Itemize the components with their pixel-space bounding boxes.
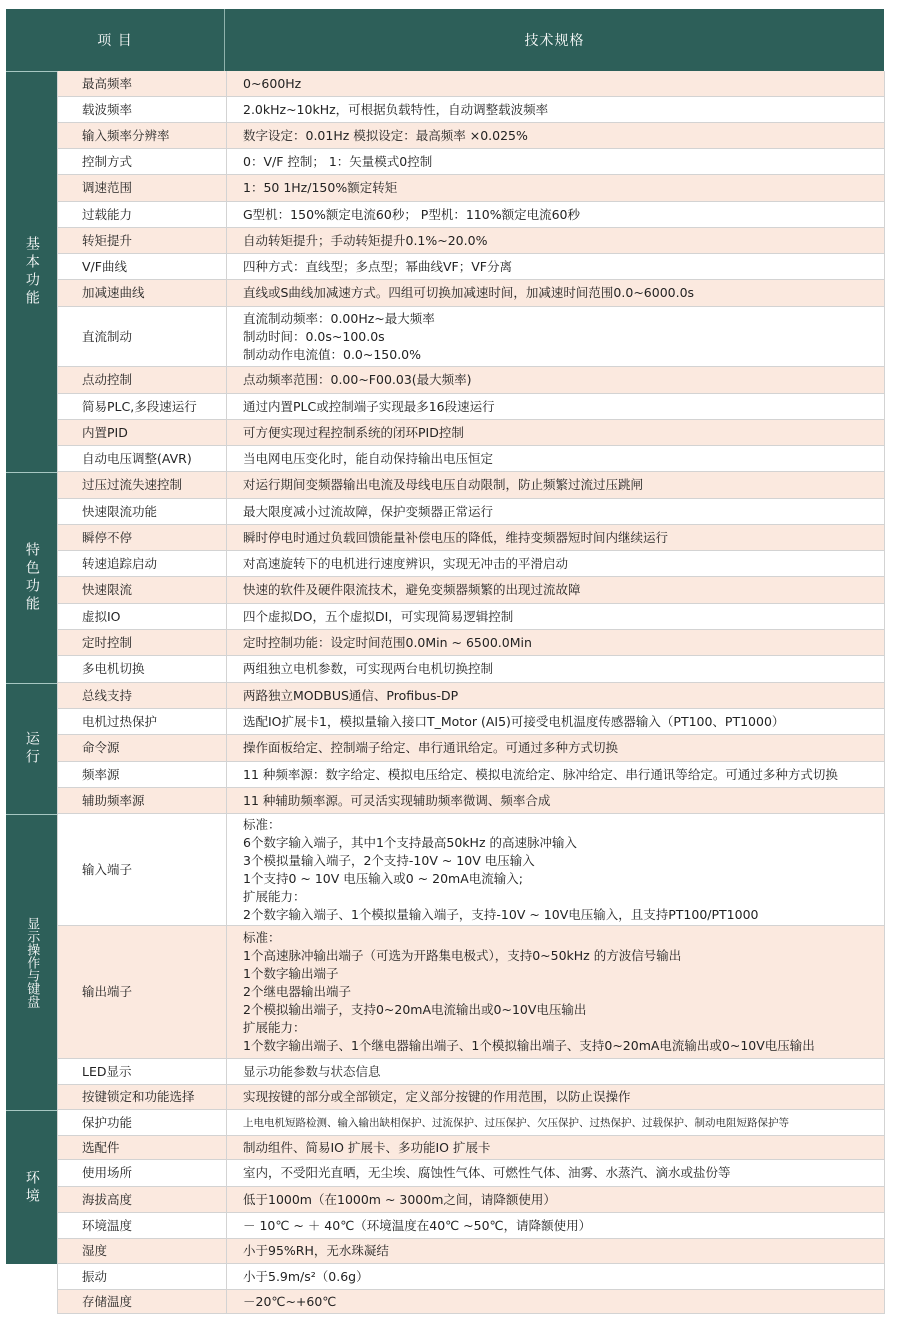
row-item-label: 湿度	[57, 1239, 226, 1264]
row-item-label: 调速范围	[57, 175, 226, 202]
row-item-label: 使用场所	[57, 1160, 226, 1187]
row-spec-value: 两路独立MODBUS通信、Profibus-DP	[226, 683, 885, 709]
row-item-label: 保护功能	[57, 1110, 226, 1136]
row-item-label: 载波频率	[57, 97, 226, 123]
row-spec-value: 小于95%RH，无水珠凝结	[226, 1239, 885, 1264]
header-spec	[225, 9, 884, 71]
row-item-label: 过压过流失速控制	[57, 472, 226, 499]
row-item-label: V/F曲线	[57, 254, 226, 280]
row-spec-value: － 10℃ ~ ＋ 40℃（环境温度在40℃ ~50℃，请降额使用）	[226, 1213, 885, 1239]
row-spec-value: 四个虚拟DO，五个虚拟DI，可实现简易逻辑控制	[226, 604, 885, 630]
row-spec-value: 点动频率范围：0.00~F00.03(最大频率)	[226, 367, 885, 394]
row-item-label: 过载能力	[57, 202, 226, 228]
row-item-label: 辅助频率源	[57, 788, 226, 814]
row-spec-value: 0：V/F 控制； 1：矢量模式0控制	[226, 149, 885, 175]
row-spec-value: 2.0kHz~10kHz，可根据负载特性，自动调整载波频率	[226, 97, 885, 123]
row-spec-value: 直线或S曲线加减速方式。四组可切换加减速时间，加减速时间范围0.0~6000.0s	[226, 280, 885, 307]
row-item-label: 内置PID	[57, 420, 226, 446]
row-spec-value: 操作面板给定、控制端子给定、串行通讯给定。可通过多种方式切换	[226, 735, 885, 762]
row-spec-value: 快速的软件及硬件限流技术，避免变频器频繁的出现过流故障	[226, 577, 885, 604]
row-item-label: 控制方式	[57, 149, 226, 175]
row-item-label: 点动控制	[57, 367, 226, 394]
category-label: 环境	[23, 1169, 40, 1206]
row-spec-value: 定时控制功能：设定时间范围0.0Min ~ 6500.0Min	[226, 630, 885, 656]
row-item-label: 存储温度	[57, 1290, 226, 1314]
header-item	[6, 9, 225, 71]
row-spec-value: 低于1000m（在1000m ~ 3000m之间，请降额使用）	[226, 1187, 885, 1213]
row-spec-value: 实现按键的部分或全部锁定，定义部分按键的作用范围，以防止误操作	[226, 1085, 885, 1110]
row-item-label: 振动	[57, 1264, 226, 1290]
row-item-label: 快速限流功能	[57, 499, 226, 525]
row-item-label: 瞬停不停	[57, 525, 226, 551]
row-item-label: 最高频率	[57, 71, 226, 97]
category-cell	[6, 472, 57, 683]
row-item-label: 加减速曲线	[57, 280, 226, 307]
row-spec-value: 显示功能参数与状态信息	[226, 1059, 885, 1085]
row-spec-value: 最大限度减小过流故障，保护变频器正常运行	[226, 499, 885, 525]
row-spec-value: 直流制动频率：0.00Hz~最大频率 制动时间：0.0s~100.0s 制动动作电流值：0.0~150.0%	[226, 307, 885, 367]
row-spec-value: 选配IO扩展卡1，模拟量输入接口T_Motor (AI5)可接受电机温度传感器输入（PT100、PT1000）	[226, 709, 885, 735]
row-spec-value: 对运行期间变频器输出电流及母线电压自动限制，防止频繁过流过压跳闸	[226, 472, 885, 499]
row-spec-value: 数字设定：0.01Hz 模拟设定：最高频率 ×0.025%	[226, 123, 885, 149]
header-spec-label: 技术规格	[524, 33, 585, 49]
category-label: 运行	[23, 731, 40, 767]
row-spec-value: 瞬时停电时通过负载回馈能量补偿电压的降低，维持变频器短时间内继续运行	[226, 525, 885, 551]
row-spec-value: 1：50 1Hz/150%额定转矩	[226, 175, 885, 202]
category-cell	[6, 71, 57, 472]
row-item-label: 简易PLC,多段速运行	[57, 394, 226, 420]
row-item-label: 直流制动	[57, 307, 226, 367]
row-item-label: LED显示	[57, 1059, 226, 1085]
category-cell	[6, 1110, 57, 1264]
row-item-label: 自动电压调整(AVR)	[57, 446, 226, 472]
row-spec-value: 上电电机短路检测、输入输出缺相保护、过流保护、过压保护、欠压保护、过热保护、过载保护、制动电阻短路保护等	[226, 1110, 885, 1136]
row-item-label: 快速限流	[57, 577, 226, 604]
row-spec-value: 两组独立电机参数，可实现两台电机切换控制	[226, 656, 885, 683]
category-label: 基本功能	[23, 236, 40, 308]
row-spec-value: 11 种辅助频率源。可灵活实现辅助频率微调、频率合成	[226, 788, 885, 814]
row-item-label: 输入端子	[57, 814, 226, 926]
row-item-label: 按键锁定和功能选择	[57, 1085, 226, 1110]
row-spec-value: 通过内置PLC或控制端子实现最多16段速运行	[226, 394, 885, 420]
row-spec-value: －20℃~+60℃	[226, 1290, 885, 1314]
row-item-label: 环境温度	[57, 1213, 226, 1239]
row-item-label: 电机过热保护	[57, 709, 226, 735]
row-spec-value: G型机：150%额定电流60秒； P型机：110%额定电流60秒	[226, 202, 885, 228]
row-item-label: 输出端子	[57, 926, 226, 1059]
row-spec-value: 标准： 6个数字输入端子，其中1个支持最高50kHz 的高速脉冲输入 3个模拟量输入端子，2个支持-10V ~ 10V 电压输入 1个支持0 ~ 10V 电压输入或0 ~ 20mA电流输入; 扩展能力： 2个数字输入端子、1个模拟量输入端子，支持-10V ~ 10V电压输入，且支持PT100/PT1000	[226, 814, 885, 926]
row-spec-value: 室内，不受阳光直晒，无尘埃、腐蚀性气体、可燃性气体、油雾、水蒸汽、滴水或盐份等	[226, 1160, 885, 1187]
row-spec-value: 对高速旋转下的电机进行速度辨识，实现无冲击的平滑启动	[226, 551, 885, 577]
row-spec-value: 小于5.9m/s²（0.6g）	[226, 1264, 885, 1290]
row-spec-value: 标准： 1个高速脉冲输出端子（可选为开路集电极式），支持0~50kHz 的方波信号输出 1个数字输出端子 2个继电器输出端子 2个模拟输出端子，支持0~20mA电流输出或0~10V电压输出 扩展能力： 1个数字输出端子、1个继电器输出端子、1个模拟输出端子、支持0~20mA电流输出或0~10V电压输出	[226, 926, 885, 1059]
category-label: 特色功能	[23, 542, 40, 614]
row-item-label: 海拔高度	[57, 1187, 226, 1213]
row-spec-value: 可方便实现过程控制系统的闭环PID控制	[226, 420, 885, 446]
row-spec-value: 制动组件、简易IO 扩展卡、多功能IO 扩展卡	[226, 1136, 885, 1160]
row-item-label: 多电机切换	[57, 656, 226, 683]
row-item-label: 命令源	[57, 735, 226, 762]
row-spec-value: 0~600Hz	[226, 71, 885, 97]
row-spec-value: 11 种频率源：数字给定、模拟电压给定、模拟电流给定、脉冲给定、串行通讯等给定。可通过多种方式切换	[226, 762, 885, 788]
row-item-label: 频率源	[57, 762, 226, 788]
row-item-label: 转矩提升	[57, 228, 226, 254]
header-item-label: 项 目	[97, 33, 133, 49]
row-item-label: 输入频率分辨率	[57, 123, 226, 149]
row-spec-value: 自动转矩提升；手动转矩提升0.1%~20.0%	[226, 228, 885, 254]
row-item-label: 虚拟IO	[57, 604, 226, 630]
row-item-label: 定时控制	[57, 630, 226, 656]
row-item-label: 转速追踪启动	[57, 551, 226, 577]
category-cell	[6, 683, 57, 814]
row-item-label: 总线支持	[57, 683, 226, 709]
row-spec-value: 四种方式：直线型；多点型；幂曲线VF；VF分离	[226, 254, 885, 280]
row-spec-value: 当电网电压变化时，能自动保持输出电压恒定	[226, 446, 885, 472]
category-cell	[6, 814, 57, 1110]
category-label: 显示操作与键盘	[24, 917, 40, 1008]
row-item-label: 选配件	[57, 1136, 226, 1160]
